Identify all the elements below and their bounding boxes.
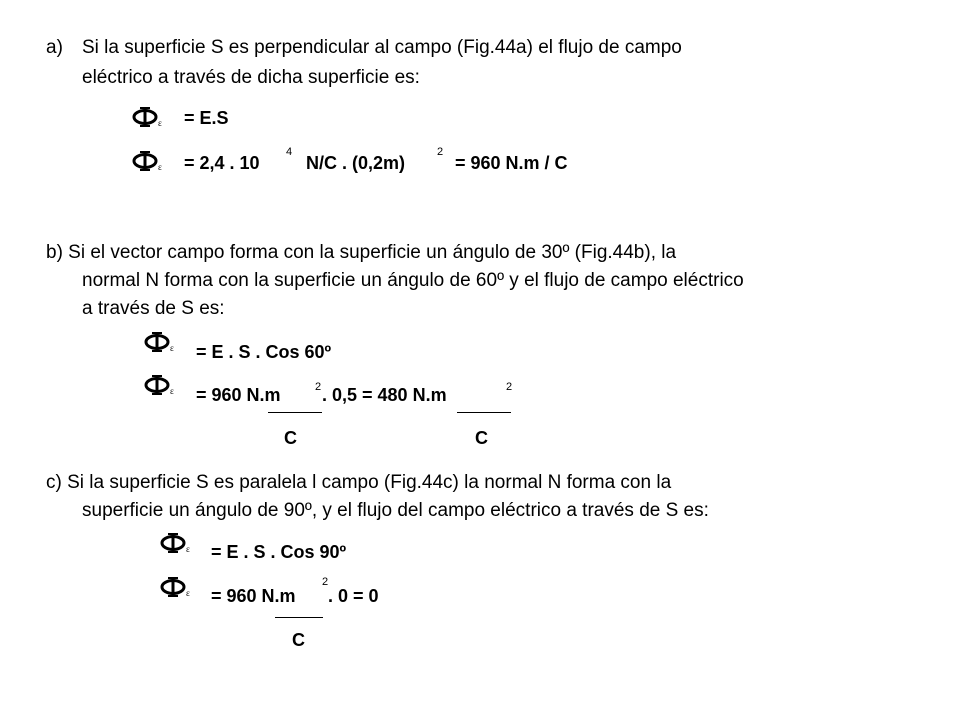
svg-text:ε: ε [170,343,174,353]
part-c-fraction-bar [275,617,323,618]
phi-symbol-icon [132,150,172,172]
part-c-equation-2-start: = 960 N.m [211,586,296,606]
part-b-equation-1: = E . S . Cos 60º [196,342,332,362]
part-b-denominator-1: C [284,428,297,448]
phi-symbol-icon [144,374,184,396]
svg-text:ε: ε [158,162,162,172]
part-a-equation-2-result: = 960 N.m / C [455,153,568,173]
part-c-denominator: C [292,630,305,650]
part-a-exponent-4: 4 [286,146,293,158]
part-a-equation-1: = E.S [184,108,229,128]
svg-text:ε: ε [186,544,190,554]
part-a-equation-2-start: = 2,4 . 10 [184,153,260,173]
part-a-line-1: Si la superficie S es perpendicular al campo (Fig.44a) el flujo de campo [82,37,682,58]
part-c-exponent: 2 [322,576,329,588]
part-a-equation-2-mid: N/C . (0,2m) [306,153,406,173]
part-b-exponent-1: 2 [315,381,322,393]
phi-symbol-icon [132,106,172,128]
svg-text:ε: ε [158,118,162,128]
part-a-exponent-2: 2 [437,146,444,158]
part-c-equation-1: = E . S . Cos 90º [211,542,347,562]
part-c-equation-2-rest: . 0 = 0 [328,586,379,606]
phi-symbol-icon [160,576,200,598]
part-b-line-1: b) Si el vector campo forma con la superficie un ángulo de 30º (Fig.44b), la [46,242,677,263]
part-b-equation-2-mid: . 0,5 = 480 N.m [322,385,447,405]
part-b-fraction-bar-1 [268,412,322,413]
part-a-marker: a) [46,37,63,58]
svg-text:ε: ε [186,588,190,598]
part-c-line-2: superficie un ángulo de 90º, y el flujo del campo eléctrico a través de S es: [82,500,709,521]
part-a-line-2: eléctrico a través de dicha superficie es: [82,67,420,88]
part-b-denominator-2: C [475,428,488,448]
part-b-line-2: normal N forma con la superficie un ángulo de 60º y el flujo de campo eléctrico [82,270,744,291]
part-b-exponent-2: 2 [506,381,513,393]
part-c-line-1: c) Si la superficie S es paralela l campo (Fig.44c) la normal N forma con la [46,472,672,493]
phi-symbol-icon [144,331,184,353]
part-b-equation-2-start: = 960 N.m [196,385,281,405]
phi-symbol-icon [160,532,200,554]
svg-text:ε: ε [170,386,174,396]
part-b-fraction-bar-2 [457,412,511,413]
part-b-line-3: a través de S es: [82,298,225,319]
